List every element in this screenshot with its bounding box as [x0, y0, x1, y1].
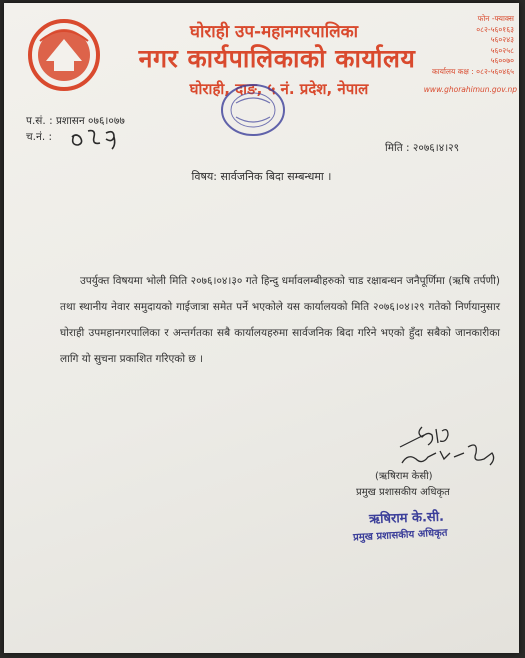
office-address: घोराही, दाङ, ५ नं. प्रदेश, नेपाल — [189, 80, 369, 98]
contact-block — [424, 14, 514, 77]
office-seal-stamp-icon — [218, 81, 288, 139]
chalan-number-handwritten — [68, 121, 128, 151]
title-stamp: प्रमुख प्रशासकीय अधिकृत — [352, 527, 448, 544]
contact-line: कार्यालय कक्ष : ०८२-५६०४६५ — [431, 66, 514, 76]
reference-number: प.सं. : प्रशासन ०७६।०७७ — [26, 115, 125, 127]
subject-line: विषय: सार्वजनिक बिदा सम्बन्धमा । — [191, 170, 332, 183]
signatory-title: प्रमुख प्रशासकीय अधिकृत — [356, 487, 450, 498]
website-link[interactable]: www.ghorahimun.gov.np — [423, 85, 517, 94]
municipality-emblem-icon — [26, 17, 102, 93]
signatory-name: (ऋषिराम केसी) — [375, 471, 433, 482]
chalan-label: च.नं. : — [26, 131, 53, 143]
notice-body: उपर्युक्त विषयमा भोली मिति २०७६।०४।३० गते हिन्दु धर्मावलम्बीहरुको चाड रक्षाबन्धन जनैपूर्णिमा (ऋषि तर्पणी) तथा स्थानीय नेवार समुदायको गाईजात्रा समेत पर्ने भएकोले यस कार्यालयको मिति २०७६।०४।२९ गतेको निर्णयानुसार घोराही उपमहानगरपालिका र अन्तर्गतका सबै कार्यालयहरुमा सार्वजनिक बिदा गरिने भएको हुँदा सबैको जानकारीका लागि यो सुचना प्रकाशित गरिएको छ । — [60, 275, 500, 365]
municipality-name: घोराही उप-महानगरपालिका — [189, 22, 359, 42]
contact-line: ०८२-५६०१६३ — [476, 24, 514, 34]
contact-line: ५६०२४३ — [490, 35, 514, 44]
letter-page — [4, 3, 519, 653]
contact-line: ५६००७० — [490, 56, 514, 65]
name-stamp: ऋषिराम के.सी. — [368, 509, 445, 528]
office-name: नगर कार्यपालिकाको कार्यालय — [138, 44, 416, 73]
handwritten-signature — [392, 423, 507, 473]
contact-line: ५६०२५८ — [490, 45, 514, 55]
contact-line: फोन -फ्याक्स — [477, 14, 514, 23]
letter-date: मिति : २०७६।४।२९ — [385, 142, 460, 154]
